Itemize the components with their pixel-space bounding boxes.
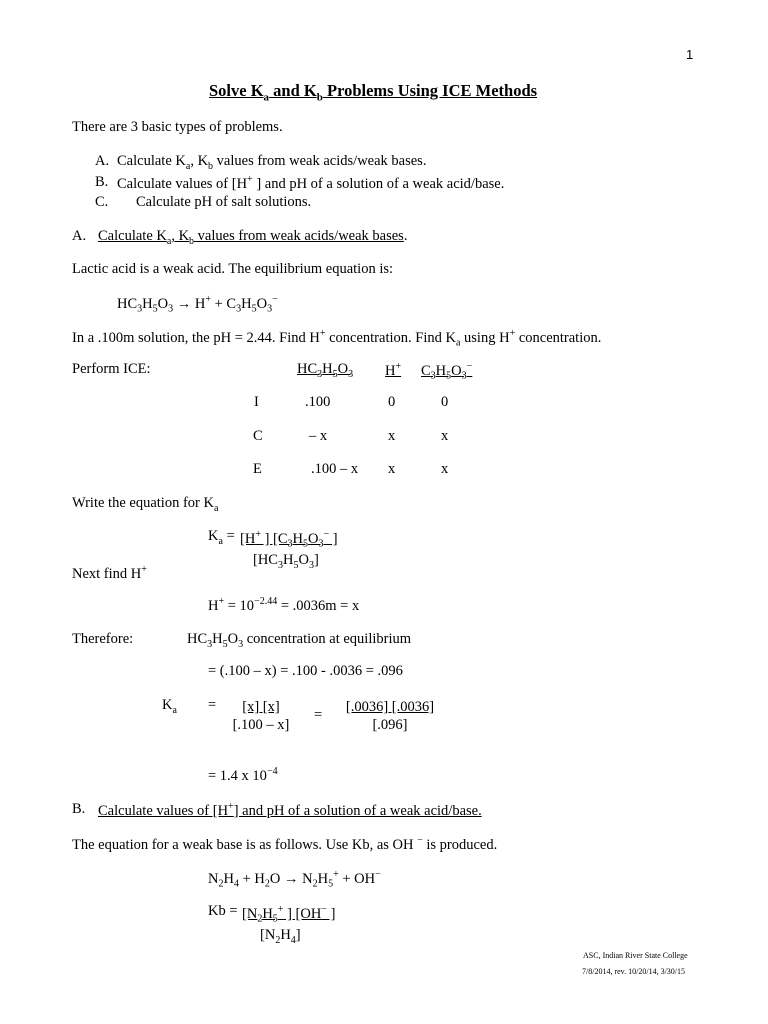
ice-header-h: H+ bbox=[385, 361, 402, 379]
weak-base-equation: $N_2H_4 + H_2O \to N_2H_5^+ + OH^-$ bbox=[208, 869, 381, 890]
ka-result: = 1.4 x $10^{-4}$ bbox=[208, 766, 278, 784]
ice-label: Perform ICE: bbox=[72, 361, 151, 377]
ice-header-acid: $HC_3H_5O_3$ bbox=[297, 361, 354, 380]
ka-label: $K_a$ bbox=[162, 697, 177, 716]
fraction-2 bbox=[342, 698, 438, 734]
section-a-marker: A. bbox=[72, 228, 87, 244]
ice-cell: .100 bbox=[305, 394, 331, 410]
ice-cell: 0 bbox=[388, 394, 396, 410]
type-c-marker: C. bbox=[95, 194, 109, 210]
type-a-marker: A. bbox=[95, 153, 110, 169]
write-ka-text: Write the equation for $K_a$ bbox=[72, 495, 219, 514]
intro-text: There are 3 basic types of problems. bbox=[72, 119, 283, 135]
ka-equation-fraction bbox=[240, 529, 338, 573]
ice-cell: x bbox=[388, 461, 396, 477]
lactic-equation: $HC_3H_5O_3 \to H^+ + C_3H_5O_3^-$ bbox=[117, 294, 278, 315]
ice-cell: – x bbox=[309, 428, 328, 444]
section-b-heading: Calculate values of [H+] and pH of a solution of a weak acid/base. bbox=[98, 801, 482, 819]
weak-base-intro: The equation for a weak base is as follows. Use Kb, as OH − is produced. bbox=[72, 835, 498, 853]
footer-line-2: 7/8/2014, rev. 10/20/14, 3/30/15 bbox=[582, 967, 686, 976]
next-find-text: Next find H+ bbox=[72, 564, 147, 582]
type-a-text: Calculate $K_a$, $K_b$ values from weak acids/weak bases. bbox=[117, 153, 427, 172]
type-c-text: Calculate pH of salt solutions. bbox=[136, 194, 312, 210]
ice-cell: x bbox=[388, 428, 396, 444]
type-b-marker: B. bbox=[95, 174, 109, 190]
ka-denominator: $[HC_3H_5O_3]$ bbox=[253, 552, 319, 572]
ice-cell: x bbox=[441, 428, 449, 444]
kb-denominator: $[N_2H_4]$ bbox=[260, 927, 301, 947]
section-a-heading: Calculate $K_a$, $K_b$ values from weak acids/weak bases. bbox=[98, 228, 408, 247]
fraction-1-numerator: [x] [x] bbox=[242, 699, 280, 715]
conc-text: $HC_3H_5O_3$ concentration at equilibrium bbox=[187, 631, 412, 650]
ka-numerator: [H+ ] [$C_3H_5O_3^-$ ] bbox=[240, 529, 338, 550]
section-b-marker: B. bbox=[72, 801, 86, 817]
page-title: Solve $K_a$ and $K_b$ Problems Using ICE Methods bbox=[209, 81, 538, 104]
ice-cell: 0 bbox=[441, 394, 449, 410]
type-b-text: Calculate values of [H+ ] and pH of a solution of a weak acid/base. bbox=[117, 174, 505, 192]
therefore-label: Therefore: bbox=[72, 631, 134, 647]
ice-row-label: I bbox=[254, 394, 259, 410]
fraction-1-denominator: [.100 – x] bbox=[232, 717, 290, 734]
page-number: 1 bbox=[686, 47, 694, 62]
footer-line-1: ASC, Indian River State College bbox=[583, 951, 688, 960]
lactic-intro: Lactic acid is a weak acid. The equilibrium equation is: bbox=[72, 261, 394, 277]
ice-cell: .100 – x bbox=[311, 461, 359, 477]
ice-cell: x bbox=[441, 461, 449, 477]
problem-statement: In a .100m solution, the pH = 2.44. Find H+ concentration. Find $K_a$ using H+ concentration. bbox=[72, 328, 602, 349]
equals-sign: = bbox=[314, 707, 323, 723]
fraction-2-denominator: [.096] bbox=[372, 717, 408, 734]
ice-row-label: C bbox=[253, 428, 263, 444]
ka-lhs: $K_a$ = bbox=[208, 528, 235, 547]
equals-sign: = bbox=[208, 697, 217, 713]
h-calculation: $H^+ = 10^{-2.44} = .0036m = x$ bbox=[208, 596, 360, 614]
ice-row-label: E bbox=[253, 461, 262, 477]
kb-equation-fraction bbox=[242, 904, 335, 948]
ice-header-base: $C_3H_5O_3^-$ bbox=[421, 361, 473, 382]
kb-numerator: [$N_2H_5^+$ ] [OH− ] bbox=[242, 904, 336, 925]
fraction-2-numerator: [.0036] [.0036] bbox=[345, 699, 435, 715]
kb-lhs: Kb = bbox=[208, 903, 238, 919]
fraction-1 bbox=[230, 698, 292, 734]
conc-calculation: = (.100 – x) = .100 - .0036 = .096 bbox=[208, 663, 403, 679]
